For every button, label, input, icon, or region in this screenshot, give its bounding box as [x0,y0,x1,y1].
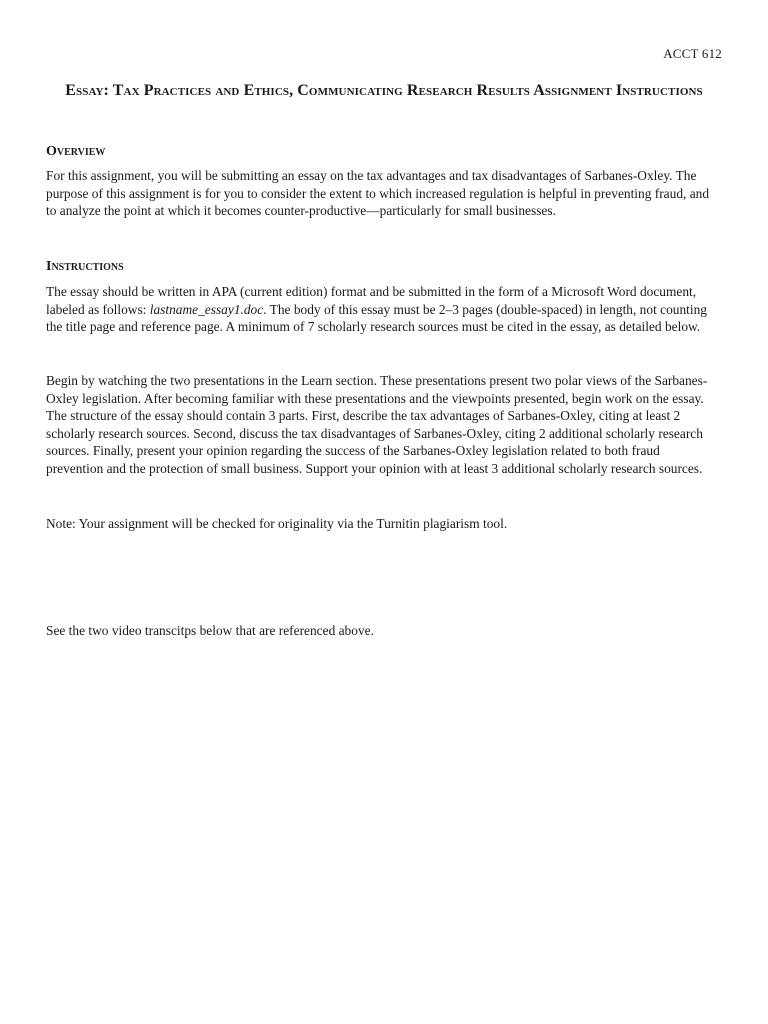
document-title: Essay: Tax Practices and Ethics, Communicating Research Results Assignment Instructions [65,82,703,99]
overview-paragraph: For this assignment, you will be submitting an essay on the tax advantages and tax disadvantages of Sarbanes-Oxley. The purpose of this assignment is for you to consider the extent to which increased regulation is helpful in preventing fraud, and to analyze the point at which it becomes counter-productive—particularly for small businesses. [46,168,710,219]
instructions-heading: Instructions [46,259,124,274]
transcripts-reference: See the two video transcitps below that are referenced above. [46,623,374,638]
filename-example: lastname_essay1.doc [149,301,264,317]
course-code: ACCT 612 [663,46,722,61]
instructions-paragraph-structure: Begin by watching the two presentations in the Learn section. These presentations present two polar views of the Sarbanes-Oxley legislation. After becoming familiar with these presentations and the viewpoints presented, begin work on the essay. The structure of the essay should contain 3 parts. First, describe the tax advantages of Sarbanes-Oxley, citing at least 2 scholarly research sources. Second, discuss the tax disadvantages of Sarbanes-Oxley, citing 2 additional scholarly research sources. Finally, present your opinion regarding the success of the Sarbanes-Oxley legislation related to both fraud prevention and the protection of small business. Support your opinion with at least 3 additional scholarly research sources. [46,373,708,476]
originality-note: Note: Your assignment will be checked for originality via the Turnitin plagiarism tool. [46,516,508,531]
instructions-length-text: . The body of this essay must be 2–3 pages (double-spaced) in length, not counting the title page and reference page. A minimum of 7 scholarly research sources must be cited in the essay, as detailed below. [46,301,707,335]
instructions-format-text: The essay should be written in APA (current edition) format and be submitted in the form of a Microsoft Word document, labeled as follows: [46,284,697,317]
instructions-paragraph-format [46,283,720,336]
overview-heading: Overview [46,144,106,159]
